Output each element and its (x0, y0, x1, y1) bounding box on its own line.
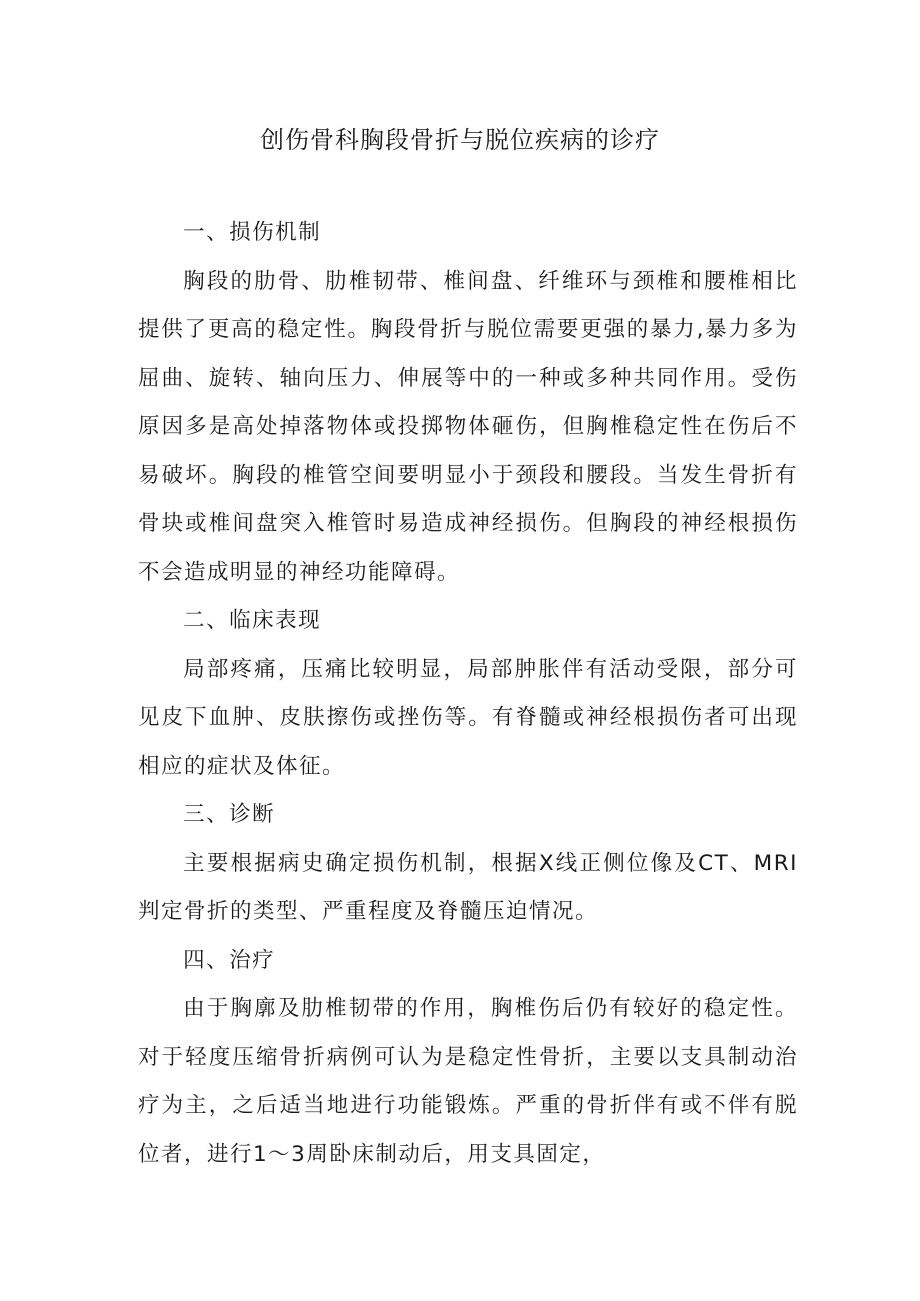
section-heading-diagnosis: 三、诊断 (183, 802, 276, 827)
section-heading-mechanism: 一、损伤机制 (183, 220, 322, 245)
document-title: 创伤骨科胸段骨折与脱位疾病的诊疗 (260, 126, 660, 154)
section-text-mechanism: 胸段的肋骨、肋椎韧带、椎间盘、纤维环与颈椎和腰椎相比提供了更高的稳定性。胸段骨折与脱位需要更强的暴力,暴力多为屈曲、旋转、轴向压力、伸展等中的一种或多种共同作用。受伤原因多是高处掉落物体或投掷物体砸伤，但胸椎稳定性在伤后不易破坏。胸段的椎管空间要明显小于颈段和腰段。当发生骨折有骨块或椎间盘突入椎管时易造成神经损伤。但胸段的神经根损伤不会造成明显的神经功能障碍。 (138, 268, 798, 585)
document-body (138, 209, 798, 1179)
section-text-treatment: 由于胸廓及肋椎韧带的作用，胸椎伤后仍有较好的稳定性。对于轻度压缩骨折病例可认为是稳定性骨折，主要以支具制动治疗为主，之后适当地进行功能锻炼。严重的骨折伴有或不伴有脱位者，进行1～3周卧床制动后，用支具固定， (138, 996, 798, 1167)
section-text-clinical: 局部疼痛，压痛比较明显，局部肿胀伴有活动受限，部分可见皮下血肿、皮肤擦伤或挫伤等。有脊髓或神经根损伤者可出现相应的症状及体征。 (138, 656, 798, 779)
section-text-diagnosis: 主要根据病史确定损伤机制，根据X线正侧位像及CT、MRI判定骨折的类型、严重程度及脊髓压迫情况。 (138, 850, 798, 924)
section-heading-treatment: 四、治疗 (183, 947, 276, 973)
section-heading-clinical: 二、临床表现 (183, 608, 322, 633)
